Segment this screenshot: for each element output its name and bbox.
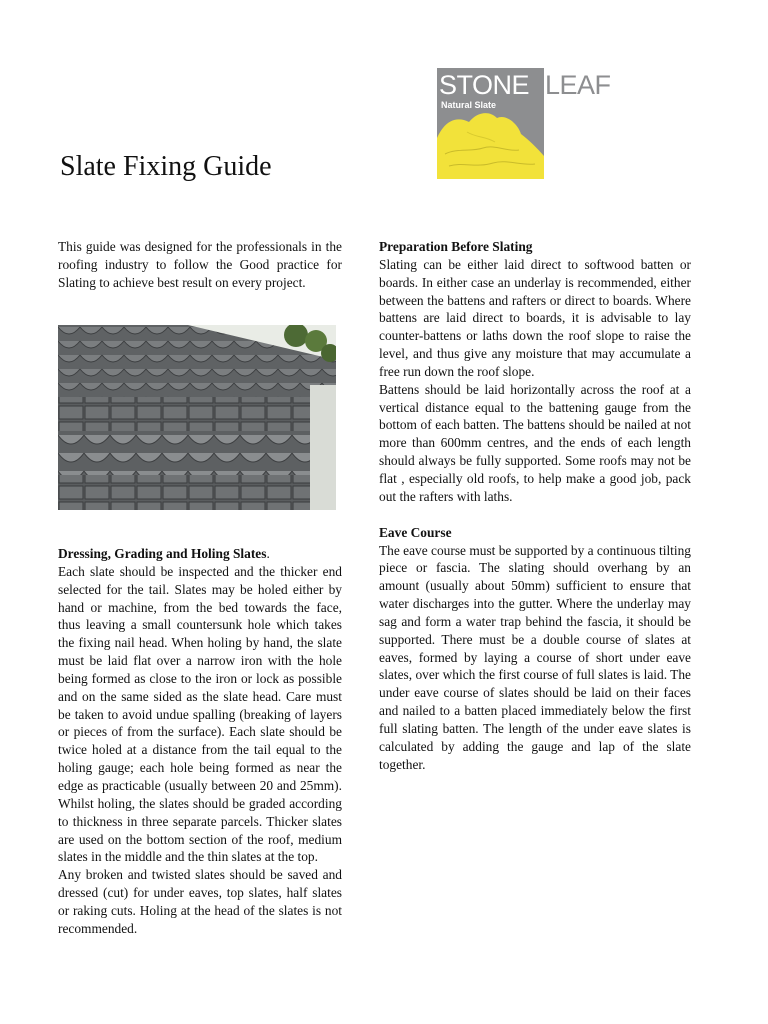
slate-roof-photo — [58, 325, 336, 510]
slate-roof-image — [58, 325, 336, 510]
leaf-icon — [437, 108, 544, 179]
dressing-paragraph-2: Any broken and twisted slates should be saved and dressed (cut) for under eaves, top slates, half slates or raking cuts. Holing at the head of the slates is not recommended. — [58, 867, 342, 936]
section-gap — [379, 506, 691, 524]
intro-column — [58, 238, 342, 292]
preparation-heading: Preparation Before Slating — [379, 239, 533, 254]
logo-subtitle: Natural Slate — [441, 100, 497, 110]
dressing-heading-text: Dressing, Grading and Holing Slates — [58, 546, 267, 561]
logo-box — [437, 68, 544, 179]
preparation-paragraph-1: Slating can be either laid direct to softwood batten or boards. In either case an underlay is recommended, either between the battens and rafters or direct to boards. Where battens are laid direct to boards, it is advisable to lay counter-battens or laths down the roof slope to raise the level, and thus give any moisture that may accumulate a free run down the roof slope. — [379, 256, 691, 379]
dressing-section — [58, 545, 342, 938]
page-title: Slate Fixing Guide — [60, 151, 272, 182]
preparation-paragraph-2: Battens should be laid horizontally across the roof at a vertical distance equal to the battening gauge from the bottom of each batten. The battens should be nailed at not more than 600mm centres, and the ends of each length should always be fully supported. Some roofs may not be flat , especially old roofs, to help make a good job, pack out the rafters with laths. — [379, 381, 691, 504]
eave-heading: Eave Course — [379, 524, 452, 540]
dressing-paragraph-1: Each slate should be inspected and the thicker end selected for the tail. Slates may be holed either by hand or machine, from the bed towards the face, thus leaving a small countersunk hole which takes the fixing nail head. When holing by hand, the slate must be laid flat over a narrow iron with the hole being formed as close to the iron or lock as possible and on the same sided as the slate head. Care must be taken to avoid undue spalling (breaking of layers or pieces of from the surface). Each slate should be twice holed at a distance from the tail equal to the holing gauge; each hole being formed as near the edge as practicable (usually between 20 and 25mm). Whilst holing, the slates should be graded according to thickness in three separate parcels. Thicker slates are used on the bottom section of the roof, medium slates in the middle and the thin slates at the top. — [58, 563, 342, 865]
dressing-heading-suffix: . — [266, 546, 270, 561]
stoneleaf-logo — [437, 68, 627, 180]
dressing-heading — [58, 545, 342, 563]
intro-paragraph: This guide was designed for the professionals in the roofing industry to follow the Good practice for Slating to achieve best result on every project. — [58, 239, 342, 290]
logo-brand-leaf: LEAF — [545, 70, 611, 100]
logo-brand-stone: STONE — [439, 70, 530, 100]
eave-paragraph: The eave course must be supported by a continuous tilting piece or fascia. The slating should overhang by an amount (usually about 50mm) sufficient to ensure that water discharges into the gutter. Where the underlay may sag and form a water trap behind the fascia, it should be supported. There must be a double course of slates at eaves, formed by laying a course of short under eave slates, over which the first course of full slates is laid. The under eave course of slates should be laid on their faces and nailed to a batten placed immediately below the first full slating batten. The length of the under eave slates is calculated by adding the gauge and lap of the slate together. — [379, 542, 692, 772]
right-column — [379, 238, 691, 773]
